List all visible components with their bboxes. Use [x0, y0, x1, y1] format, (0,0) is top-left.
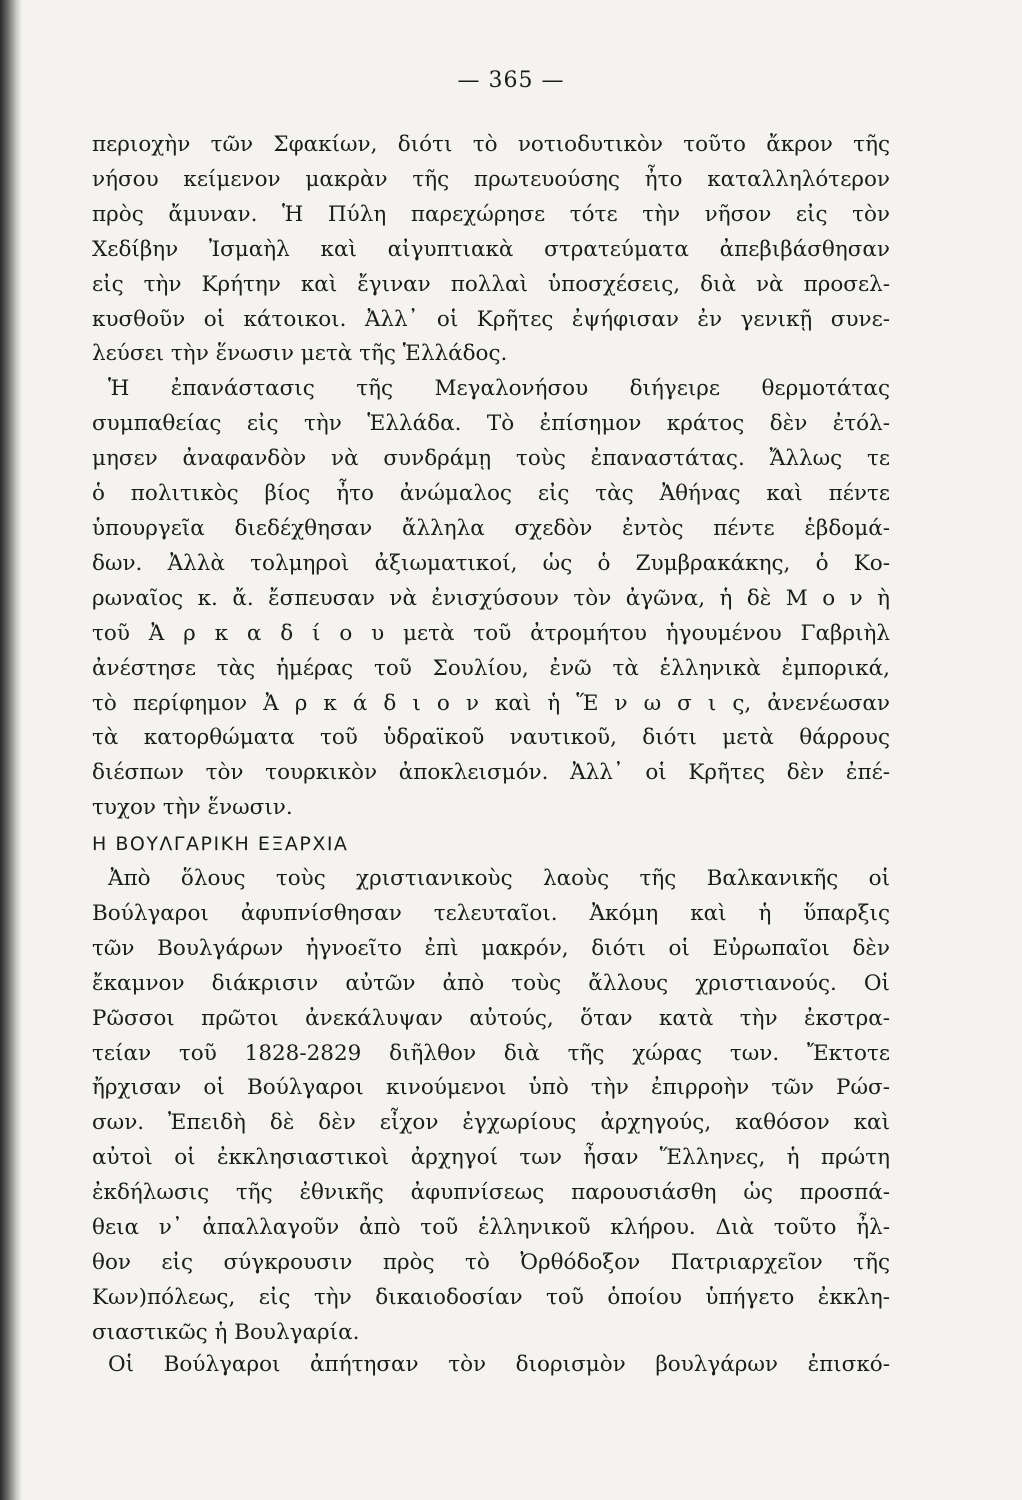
text-line: πρὸς ἄμυναν. Ἡ Πύλη παρεχώρησε τότε τὴν νῆσον εἰς τὸν — [92, 201, 890, 227]
text-line: Βούλγαροι ἀφυπνίσθησαν τελευταῖοι. Ἀκόμη καὶ ἡ ὕπαρξις — [92, 900, 890, 926]
text-line: ἀνέστησε τὰς ἡμέρας τοῦ Σουλίου, ἐνῶ τὰ ἑλληνικὰ ἐμπορικά, — [92, 655, 890, 681]
text-line: τοῦ Ἀ ρ κ α δ ί ο υ μετὰ τοῦ ἀτρομήτου ἡγουμένου Γαβριὴλ — [92, 620, 890, 646]
text-block-section — [92, 862, 890, 1351]
text-line: θον εἰς σύγκρουσιν πρὸς τὸ Ὀρθόδοξον Πατριαρχεῖον τῆς — [92, 1249, 890, 1275]
text-line: κυσθοῦν οἱ κάτοικοι. Ἀλλ᾽ οἱ Κρῆτες ἐψήφισαν ἐν γενικῇ συνε- — [92, 306, 890, 332]
text-line: τὰ κατορθώματα τοῦ ὑδραϊκοῦ ναυτικοῦ, διότι μετὰ θάρρους — [92, 725, 890, 751]
text-line: Κων)πόλεως, εἰς τὴν δικαιοδοσίαν τοῦ ὁποίου ὑπήγετο ἐκκλη- — [92, 1284, 890, 1310]
text-line: τῶν Βουλγάρων ἠγνοεῖτο ἐπὶ μακρόν, διότι οἱ Εὐρωπαῖοι δὲν — [92, 935, 890, 961]
text-line: Οἱ Βούλγαροι ἀπήτησαν τὸν διορισμὸν βουλγάρων ἐπισκό- — [108, 1352, 890, 1377]
text-line: τὸ περίφημον Ἀ ρ κ ά δ ι ο ν καὶ ἡ Ἕ ν ω σ ι ς, ἀνενέωσαν — [92, 690, 890, 716]
text-line: Ἡ ἐπανάστασις τῆς Μεγαλονήσου διήγειρε θερμοτάτας — [108, 376, 890, 402]
text-block-intro — [92, 128, 890, 826]
text-line: συμπαθείας εἰς τὴν Ἑλλάδα. Τὸ ἐπίσημον κράτος δὲν ἐτόλ- — [92, 411, 890, 437]
text-line: λεύσει τὴν ἕνωσιν μετὰ τῆς Ἑλλάδος. — [92, 341, 508, 367]
text-line: σιαστικῶς ἡ Βουλγαρία. — [92, 1319, 360, 1345]
text-line: τείαν τοῦ 1828-2829 διῆλθον διὰ τῆς χώρας των. Ἔκτοτε — [92, 1040, 890, 1066]
text-line: σων. Ἐπειδὴ δὲ δὲν εἶχον ἐγχωρίους ἀρχηγούς, καθόσον καὶ — [92, 1110, 890, 1136]
text-line: ρωναῖος κ. ἄ. ἔσπευσαν νὰ ἐνισχύσουν τὸν ἀγῶνα, ἡ δὲ Μ ο ν ὴ — [92, 585, 890, 611]
page-number: — 365 — — [457, 68, 565, 93]
section-heading: Η ΒΟΥΛΓΑΡΙΚΗ ΕΞΑΡΧΙΑ — [92, 833, 349, 855]
text-line: ἤρχισαν οἱ Βούλγαροι κινούμενοι ὑπὸ τὴν ἐπιρροὴν τῶν Ρώσ- — [92, 1075, 890, 1101]
text-line: ὁ πολιτικὸς βίος ἦτο ἀνώμαλος εἰς τὰς Ἀθήνας καὶ πέντε — [92, 481, 890, 507]
text-line: περιοχὴν τῶν Σφακίων, διότι τὸ νοτιοδυτικὸν τοῦτο ἄκρον τῆς — [92, 132, 890, 157]
text-line: Χεδίβην Ἰσμαὴλ καὶ αἰγυπτιακὰ στρατεύματα ἀπεβιβάσθησαν — [92, 236, 890, 262]
text-line: νήσου κείμενον μακρὰν τῆς πρωτευούσης ἦτο καταλληλότερον — [92, 166, 890, 192]
book-spine-shadow — [0, 0, 22, 1500]
text-block-continuation — [92, 1348, 890, 1383]
text-line: ἐκδήλωσις τῆς ἐθνικῆς ἀφυπνίσεως παρουσιάσθη ὡς προσπά- — [92, 1180, 890, 1206]
text-line: Ρῶσσοι πρῶτοι ἀνεκάλυψαν αὐτούς, ὅταν κατὰ τὴν ἐκστρα- — [92, 1005, 890, 1031]
text-line: μησεν ἀναφανδὸν νὰ συνδράμῃ τοὺς ἐπαναστάτας. Ἄλλως τε — [92, 446, 890, 472]
text-line: αὐτοὶ οἱ ἐκκλησιαστικοὶ ἀρχηγοί των ἦσαν Ἕλληνες, ἡ πρώτη — [92, 1145, 890, 1171]
text-line: τυχον τὴν ἕνωσιν. — [92, 795, 293, 821]
text-line: ἔκαμνον διάκρισιν αὐτῶν ἀπὸ τοὺς ἄλλους χριστιανούς. Οἱ — [92, 970, 890, 996]
text-line: Ἀπὸ ὅλους τοὺς χριστιανικοὺς λαοὺς τῆς Βαλκανικῆς οἱ — [108, 866, 890, 891]
text-line: εἰς τὴν Κρήτην καὶ ἔγιναν πολλαὶ ὑποσχέσεις, διὰ νὰ προσελ- — [92, 271, 890, 297]
text-line: διέσπων τὸν τουρκικὸν ἀποκλεισμόν. Ἀλλ᾽ οἱ Κρῆτες δὲν ἐπέ- — [92, 760, 890, 786]
text-line: δων. Ἀλλὰ τολμηροὶ ἀξιωματικοί, ὡς ὁ Ζυμβρακάκης, ὁ Κο- — [92, 550, 890, 576]
text-line: ὑπουργεῖα διεδέχθησαν ἄλληλα σχεδὸν ἐντὸς πέντε ἑβδομά- — [92, 515, 890, 541]
text-line: θεια ν᾽ ἀπαλλαγοῦν ἀπὸ τοῦ ἑλληνικοῦ κλήρου. Διὰ τοῦτο ἦλ- — [92, 1215, 890, 1241]
